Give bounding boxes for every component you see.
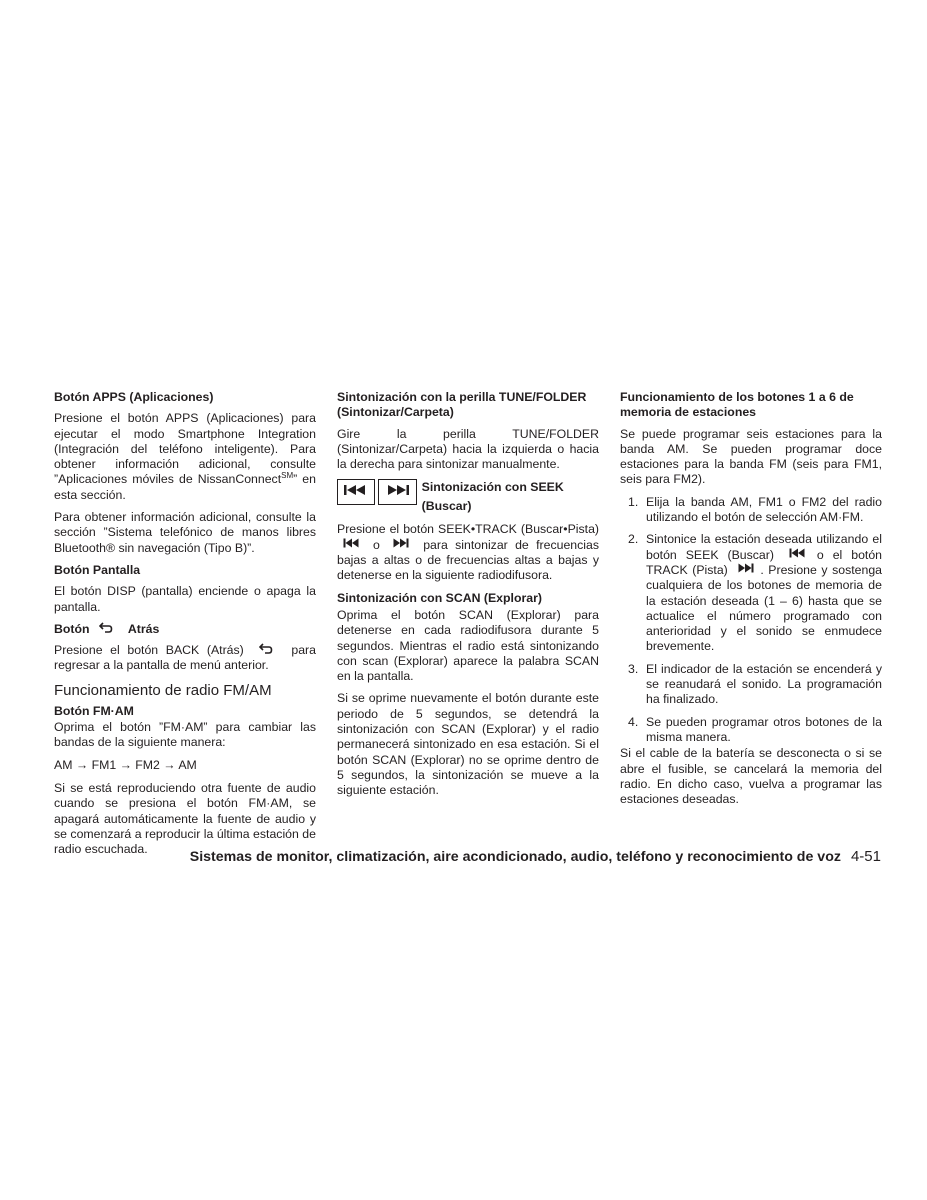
back-arrow-icon xyxy=(99,622,115,634)
step-number: 1. xyxy=(628,494,639,509)
column-left xyxy=(54,390,316,864)
step-text-c: . Presione y sostenga cualquiera de los botones de memoria de la estación deseada (1 – 6) hasta que se actualice el número programado con anterioridad y el sonido se enmudece brevemente. xyxy=(646,562,882,654)
battery-paragraph: Si el cable de la batería se desconecta o si se abre el fusible, se cancelará la memoria del radio. En dicho caso, vuelva a programar las estaciones deseadas. xyxy=(620,746,882,807)
step-text-a: Sintonice la estación deseada utilizando el botón SEEK (Buscar) xyxy=(646,532,882,562)
page-footer xyxy=(190,848,881,865)
fmam-sequence: AM → FM1 → FM2 → AM xyxy=(54,757,197,772)
seek-forward-button-graphic xyxy=(378,479,416,505)
fmam-paragraph: Oprima el botón ”FM·AM” para cambiar las bandas de la siguiente manera: xyxy=(54,720,316,750)
seek-back-button-graphic xyxy=(337,479,375,505)
back-paragraph xyxy=(54,643,316,674)
skip-forward-small-icon xyxy=(393,538,409,550)
list-item xyxy=(620,662,882,708)
seek-heading: Sintonización con SEEK (Buscar) xyxy=(421,480,564,514)
step-text-b: o el botón TRACK (Pista) xyxy=(646,547,883,577)
section-title-radio: Funcionamiento de radio FM/AM xyxy=(54,681,272,699)
tune-paragraph: Gire la perilla TUNE/FOLDER (Sintonizar/Carpeta) hacia la izquierda o hacia la derecha para sintonizar manualmente. xyxy=(337,426,599,472)
list-item xyxy=(620,532,882,654)
back-heading-label-2: Atrás xyxy=(127,621,160,636)
scan-heading: Sintonización con SCAN (Explorar) xyxy=(337,590,542,605)
pantalla-heading: Botón Pantalla xyxy=(54,562,141,577)
apps-text-1: Presione el botón APPS (Aplicaciones) para ejecutar el modo Smartphone Integration (Integración del teléfono inteligente). Para obtener información adicional, consulte ”Aplicaciones móviles de NissanConnect xyxy=(54,411,316,487)
chapter-title: Sistemas de monitor, climatización, aire acondicionado, audio, teléfono y reconocimiento de voz xyxy=(189,849,841,865)
skip-forward-icon xyxy=(384,484,410,500)
seek-heading-row xyxy=(337,479,599,516)
memory-intro: Se puede programar seis estaciones para la banda AM. Se pueden programar doce estaciones para la banda FM (seis para FM1, seis para FM2). xyxy=(620,426,882,487)
step-number: 4. xyxy=(628,714,639,729)
page-number: 4-51 xyxy=(850,848,881,865)
skip-forward-small-icon xyxy=(738,563,754,575)
scan-paragraph-1: Oprima el botón SCAN (Explorar) para detenerse en cada radiodifusora durante 5 segundos. Mientras el radio está sintonizando con scan (Explorar) aparece la palabra SCAN en la pantalla. xyxy=(337,607,599,684)
back-text-a: Presione el botón BACK (Atrás) xyxy=(54,643,244,658)
apps-paragraph-2: Para obtener información adicional, consulte la sección ”Sistema telefónico de manos libres Bluetooth® sin navegación (Tipo B)”. xyxy=(54,510,316,555)
seek-text-b: para sintonizar de frecuencias bajas a altas o de frecuencias altas a bajas y detenerse en la siguiente radiodifusora. xyxy=(337,537,599,583)
fmam-paragraph-2: Si se está reproduciendo otra fuente de audio cuando se presiona el botón FM·AM, se apagará automáticamente la fuente de audio y se comenzará a reproducir la última estación de radio escuchada. xyxy=(54,780,316,857)
step-number: 2. xyxy=(628,532,639,547)
apps-heading: Botón APPS (Aplicaciones) xyxy=(54,390,214,404)
skip-back-small-icon xyxy=(343,538,359,550)
seek-text-a: Presione el botón SEEK•TRACK (Buscar•Pista) xyxy=(337,522,599,537)
fmam-heading: Botón FM·AM xyxy=(54,703,134,718)
step-number: 3. xyxy=(628,661,639,676)
list-item xyxy=(620,715,882,746)
seek-paragraph xyxy=(337,522,599,583)
back-heading-label: Botón xyxy=(54,621,90,636)
step-text: Se pueden programar otros botones de la misma manera. xyxy=(646,714,882,744)
apps-paragraph xyxy=(54,411,316,503)
step-text: Elija la banda AM, FM1 o FM2 del radio utilizando el botón de selección AM·FM. xyxy=(646,494,882,525)
column-middle xyxy=(337,390,599,806)
tune-heading: Sintonización con la perilla TUNE/FOLDER (Sintonizar/Carpeta) xyxy=(337,390,587,420)
step-text: El indicador de la estación se encenderá y se reanudará el sonido. La programación ha finalizado. xyxy=(646,661,882,707)
column-right xyxy=(620,390,882,814)
back-arrow-icon-inline xyxy=(259,643,275,655)
apps-text-2: ” en esta sección. xyxy=(54,472,316,502)
memory-heading: Funcionamiento de los botones 1 a 6 de memoria de estaciones xyxy=(620,390,854,420)
list-item xyxy=(620,495,882,526)
pantalla-paragraph: El botón DISP (pantalla) enciende o apaga la pantalla. xyxy=(54,584,316,614)
skip-back-icon xyxy=(343,484,369,500)
memory-steps-list xyxy=(620,495,882,745)
skip-back-small-icon xyxy=(789,548,805,560)
back-text-b: para regresar a la pantalla de menú anterior. xyxy=(54,643,316,673)
scan-paragraph-2: Si se oprime nuevamente el botón durante este periodo de 5 segundos, se detendrá la sintonización con SCAN (Explorar) y el radio permanecerá sintonizado en esa estación. Si el botón SCAN (Explorar) no se oprime dentro de 5 segundos, la sintonización se mueve a la siguiente estación. xyxy=(337,691,599,798)
apps-superscript: SM xyxy=(281,471,294,481)
seek-text-o: o xyxy=(373,537,380,552)
back-heading xyxy=(54,622,316,637)
